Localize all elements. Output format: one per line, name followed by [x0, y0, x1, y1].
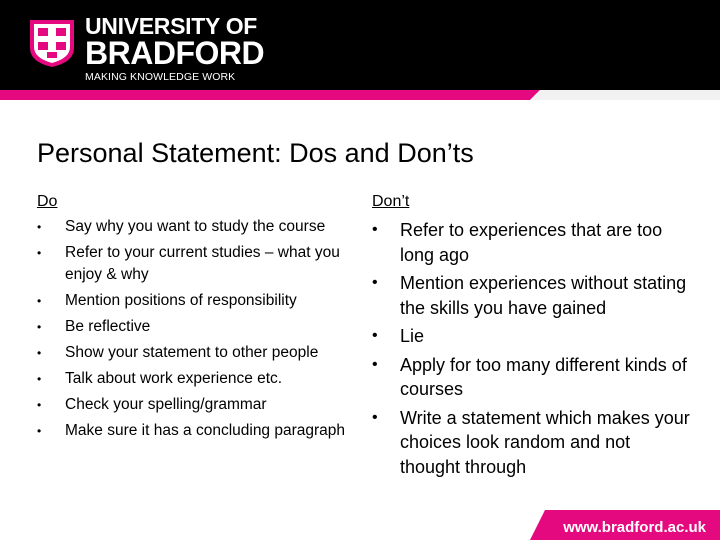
- dont-heading: Don’t: [372, 193, 410, 210]
- do-heading: Do: [37, 193, 58, 210]
- list-item: [37, 242, 352, 286]
- bullet-icon: •: [37, 294, 42, 308]
- list-item: [37, 290, 352, 312]
- footer-url-link[interactable]: www.bradford.ac.uk: [563, 519, 706, 536]
- do-list: [37, 216, 352, 442]
- dont-column: [372, 192, 692, 479]
- header-accent-stripe: [0, 90, 720, 100]
- logo-tagline: MAKING KNOWLEDGE WORK: [85, 71, 236, 83]
- list-item-text: Talk about work experience etc.: [65, 370, 283, 387]
- slide-title: Personal Statement: Dos and Don’ts: [37, 138, 474, 168]
- bullet-icon: •: [372, 274, 378, 291]
- list-item-text: Be reflective: [65, 318, 151, 335]
- list-item: [37, 420, 352, 442]
- list-item: [372, 324, 692, 349]
- list-item: [37, 342, 352, 364]
- bullet-icon: •: [37, 246, 42, 260]
- list-item-text: Write a statement which makes your choices look random and not thought through: [400, 407, 690, 477]
- bullet-icon: •: [37, 372, 42, 386]
- list-item: [372, 353, 692, 402]
- dont-list: [372, 218, 692, 479]
- list-item: [37, 316, 352, 338]
- bullet-icon: •: [372, 221, 378, 238]
- bullet-icon: •: [37, 398, 42, 412]
- bullet-icon: •: [372, 408, 378, 426]
- list-item: [37, 394, 352, 416]
- list-item-text: Show your statement to other people: [65, 344, 319, 361]
- list-item-text: Refer to your current studies – what you enjoy & why: [65, 244, 340, 283]
- list-item-text: Mention positions of responsibility: [65, 292, 297, 309]
- bullet-icon: •: [372, 327, 378, 344]
- logo-line2: BRADFORD: [85, 35, 265, 71]
- list-item: [372, 271, 692, 320]
- list-item-text: Refer to experiences that are too long ago: [400, 220, 663, 265]
- do-column: [37, 192, 352, 442]
- list-item: [372, 406, 692, 480]
- header-bar: [0, 0, 720, 90]
- list-item-text: Check your spelling/grammar: [65, 396, 267, 413]
- bullet-icon: •: [37, 220, 42, 234]
- bullet-icon: •: [372, 355, 378, 373]
- list-item: [372, 218, 692, 267]
- list-item-text: Say why you want to study the course: [65, 218, 326, 235]
- list-item-text: Lie: [400, 326, 425, 346]
- list-item: [37, 368, 352, 390]
- bullet-icon: •: [37, 346, 42, 360]
- list-item-text: Make sure it has a concluding paragraph: [65, 422, 346, 439]
- university-logo: [85, 14, 264, 84]
- list-item-text: Mention experiences without stating the skills you have gained: [400, 273, 687, 318]
- list-item: [37, 216, 352, 238]
- list-item-text: Apply for too many different kinds of courses: [400, 354, 687, 399]
- bullet-icon: •: [37, 320, 42, 334]
- bullet-icon: •: [37, 424, 42, 438]
- logo-line1: UNIVERSITY OF: [85, 13, 258, 39]
- crest-icon: [28, 18, 76, 68]
